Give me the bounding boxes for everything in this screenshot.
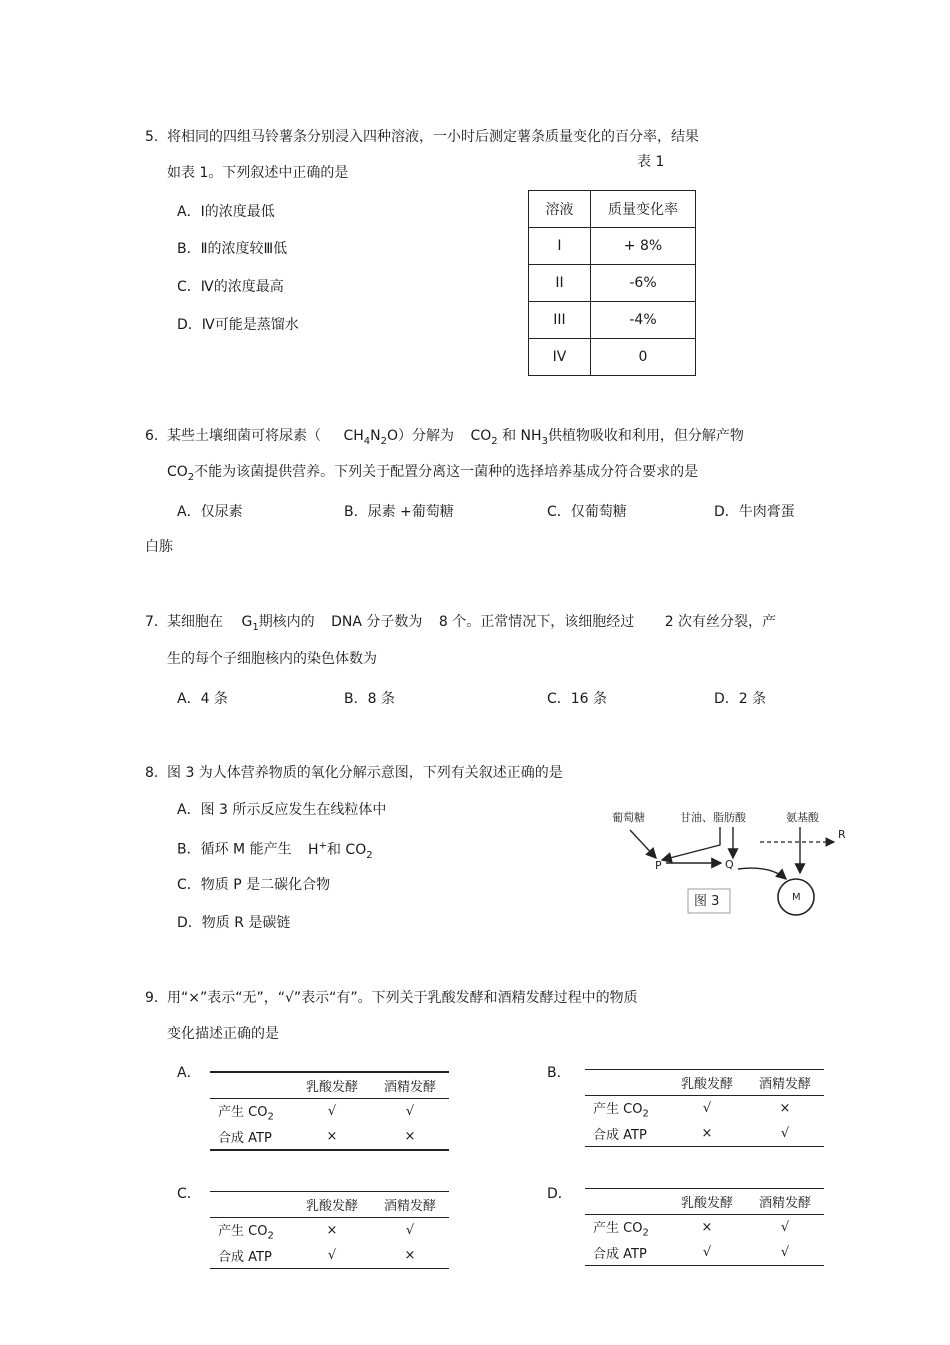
table-cell: × [371,1243,449,1269]
table-row [210,1072,449,1099]
label-q: Q [725,858,734,871]
table-cell: √ [405,1104,415,1119]
table-cell: I [529,228,591,265]
q7-option-d: D．2 条 [714,691,767,707]
table-header-cell: 乳酸发酵 [293,1072,371,1099]
label-glucose: 葡萄糖 [612,811,645,824]
q5-table-caption: 表 1 [637,154,665,170]
q7-stem-line1: 某细胞在 $G_1$期核内的 DNA 分子数为 8 个。正常情况下，该细胞经过 2 次有丝分裂，产 [167,614,777,633]
table-cell: √ [746,1121,824,1147]
table-row [529,191,696,228]
table-header-cell: 乳酸发酵 [668,1070,746,1096]
table-header-cell: 酒精发酵 [371,1192,449,1218]
q9-option-d-label: D． [547,1186,572,1202]
table-row [585,1096,824,1122]
table-row [585,1215,824,1241]
table-header-cell: 质量变化率 [591,191,696,228]
table-header-cell: 酒精发酵 [746,1070,824,1096]
q6-stem-line1 [167,429,744,447]
q6-option-a: A．仅尿素 [177,504,243,520]
row-label: 合成 ATP [210,1243,293,1269]
q9-table-b [585,1069,824,1147]
q6-stem-line2: $CO_2$不能为该菌提供营养。下列关于配置分离这一菌种的选择培养基成分符合要求的是 [167,464,699,483]
q6-option-c: C．仅葡萄糖 [547,504,627,520]
row-label: 产生 $CO_2$ [593,1220,649,1239]
table-cell: × [701,1220,713,1235]
table-row [585,1070,824,1096]
table-cell: √ [780,1220,790,1235]
table-row [529,339,696,376]
q7-number: 7. [145,614,159,630]
q6-option-d-wrap: 白胨 [145,539,173,555]
table-row [529,265,696,302]
q9-table-d [585,1188,824,1266]
label-r: R [838,828,846,841]
table-cell: √ [702,1101,712,1116]
q8-option-d: D．物质 R 是碳链 [177,915,291,931]
q7-option-b: B．8 条 [344,691,395,707]
table-cell: √ [746,1240,824,1266]
table-row [585,1189,824,1215]
q7-option-a: A．4 条 [177,691,228,707]
table-header-cell: 酒精发酵 [746,1189,824,1215]
row-label: 产生 $CO_2$ [218,1104,274,1123]
table-cell: √ [405,1223,415,1238]
q9-table-a [210,1071,449,1151]
table-cell: √ [293,1243,371,1269]
q5-stem-line1: 将相同的四组马铃薯条分别浸入四种溶液，一小时后测定薯条质量变化的百分率，结果 [167,129,699,145]
q8-option-a: A．图 3 所示反应发生在线粒体中 [177,802,387,818]
figure-3-diagram [600,805,860,925]
q9-number: 9. [145,990,159,1006]
table-row [529,228,696,265]
q5-table [528,190,696,376]
table-cell: √ [327,1104,337,1119]
q5-option-c: C．Ⅳ的浓度最高 [177,279,284,295]
table-cell: 0 [591,339,696,376]
table-cell: III [529,302,591,339]
q5-option-b: B．Ⅱ的浓度较Ⅲ低 [177,241,288,257]
row-label: 产生 $CO_2$ [218,1223,274,1242]
table-cell: + 8% [591,228,696,265]
q8-option-c: C．物质 P 是二碳化合物 [177,877,331,893]
label-m: M [792,892,801,903]
label-p: P [655,859,662,872]
table-header-cell: 乳酸发酵 [668,1189,746,1215]
q5-option-a: A．Ⅰ的浓度最低 [177,204,275,220]
q6-stem-a: 某些土壤细菌可将尿素（ [167,428,321,444]
row-label: 产生 $CO_2$ [593,1101,649,1120]
arrow-glucose-p [630,830,656,858]
q5-option-d: D．Ⅳ可能是蒸馏水 [177,317,299,333]
q7-stem-line2: 生的每个子细胞核内的染色体数为 [167,651,377,667]
q8-number: 8. [145,765,159,781]
table-row [529,302,696,339]
label-glycerol: 甘油、脂肪酸 [680,811,746,824]
row-label: 合成 ATP [585,1121,668,1147]
q6-formula-co2: $CO_2$ [470,428,498,447]
table-row [210,1192,449,1218]
table-header-cell: 乳酸发酵 [293,1192,371,1218]
table-cell: II [529,265,591,302]
q6-formula-nh3: 和 $NH_3$ [502,428,548,447]
table-row [585,1240,824,1266]
table-cell: × [668,1121,746,1147]
q5-number: 5. [145,129,159,145]
label-amino: 氨基酸 [786,811,819,824]
q6-stem-g: 供植物吸收和利用，但分解产物 [547,428,744,444]
table-row [585,1121,824,1147]
table-cell: × [326,1223,338,1238]
table-header-cell: 酒精发酵 [371,1072,449,1099]
row-label: 合成 ATP [210,1124,293,1150]
q6-number: 6. [145,428,159,444]
table-cell: √ [668,1240,746,1266]
q8-option-b: B．循环 M 能产生 H+和 $CO_2$ [177,840,373,861]
row-label: 合成 ATP [585,1240,668,1266]
q9-option-b-label: B． [547,1065,571,1081]
table-cell: × [779,1101,791,1116]
table-cell: × [371,1124,449,1150]
figure-caption: 图 3 [694,894,720,909]
arrow-q-m [738,868,786,879]
q8-stem: 图 3 为人体营养物质的氧化分解示意图，下列有关叙述正确的是 [167,765,563,781]
arrow-glycerol-p [662,827,720,860]
q9-option-a-label: A． [177,1065,201,1081]
q5-stem-line2: 如表 1。下列叙述中正确的是 [167,165,349,181]
q9-option-c-label: C． [177,1186,201,1202]
table-cell: IV [529,339,591,376]
q9-table-c [210,1191,449,1269]
q9-stem-line1: 用“×”表示“无”，“√”表示“有”。下列关于乳酸发酵和酒精发酵过程中的物质 [167,990,638,1006]
q7-option-c: C．16 条 [547,691,608,707]
table-row [210,1243,449,1269]
q9-stem-line2: 变化描述正确的是 [167,1026,279,1042]
q6-option-b: B．尿素 +葡萄糖 [344,504,454,520]
table-row [210,1099,449,1125]
table-row [210,1124,449,1150]
table-cell: -6% [591,265,696,302]
table-row [210,1218,449,1244]
table-cell: × [293,1124,371,1150]
table-cell: -4% [591,302,696,339]
q6-option-d: D．牛肉膏蛋 [714,504,795,520]
q6-formula-urea: $CH_4N_2O$）分解为 [343,428,455,447]
table-header-cell: 溶液 [529,191,591,228]
